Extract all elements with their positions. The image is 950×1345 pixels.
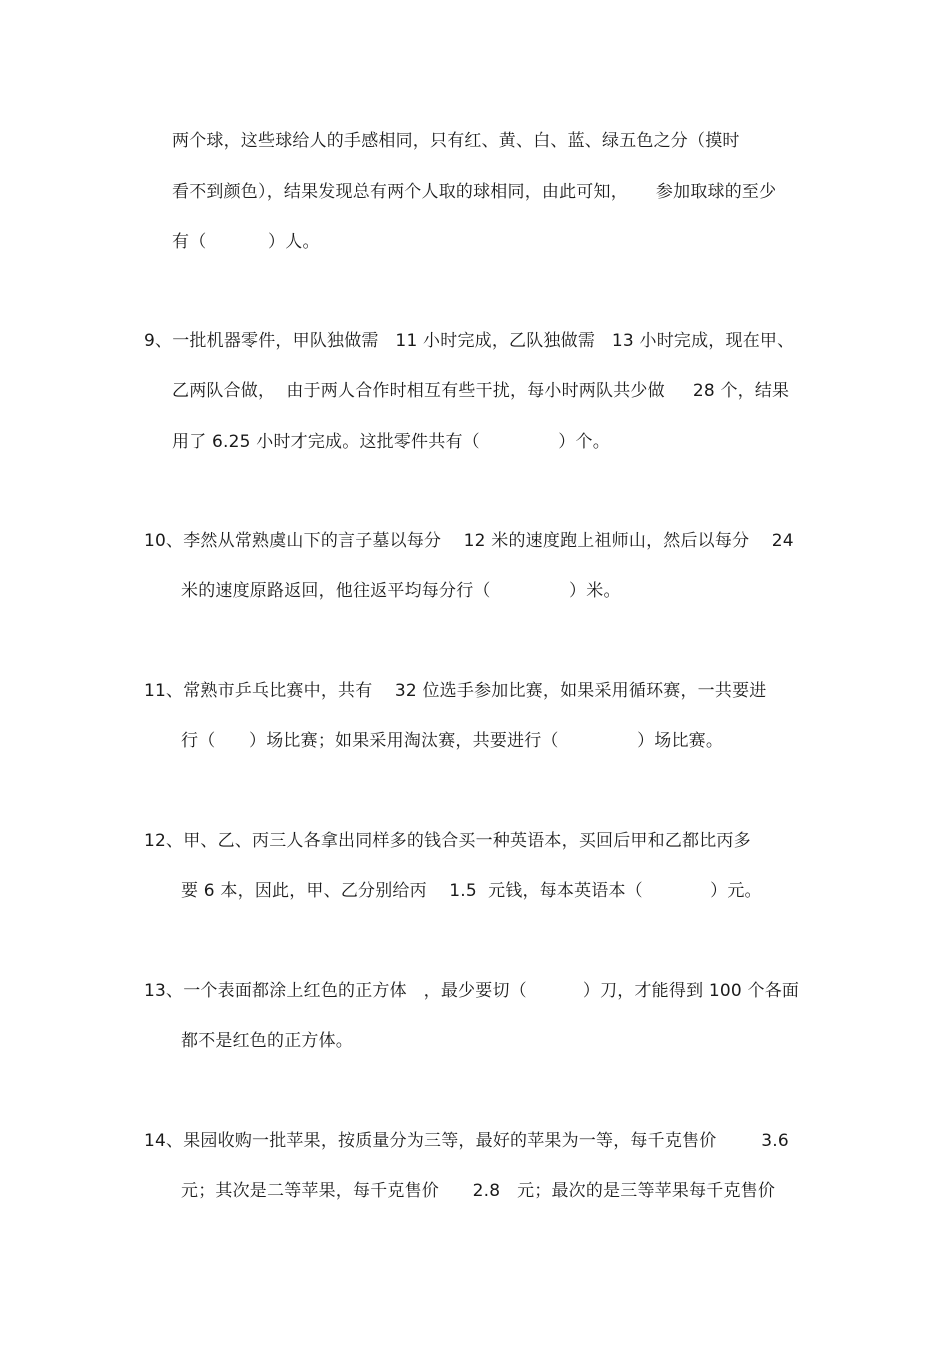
q9-line-2: 乙两队合做， 由于两人合作时相互有些干扰，每小时两队共少做 28 个，结果 — [172, 381, 790, 401]
q10-line-2: 米的速度原路返回，他往返平均每分行（ ）米。 — [181, 581, 621, 601]
q9-line-1: 9、一批机器零件，甲队独做需 11 小时完成，乙队独做需 13 小时完成，现在甲、 — [144, 331, 795, 351]
q13-line-2: 都不是红色的正方体。 — [181, 1031, 353, 1051]
q14-line-2: 元；其次是二等苹果，每千克售价 2.8 元；最次的是三等苹果每千克售价 — [181, 1181, 776, 1201]
q8-line-1: 两个球，这些球给人的手感相同，只有红、黄、白、蓝、绿五色之分（摸时 — [172, 131, 740, 151]
q13-line-1: 13、一个表面都涂上红色的正方体 ，最少要切（ ）刀，才能得到 100 个各面 — [144, 981, 800, 1001]
q12-line-1: 12、甲、乙、丙三人各拿出同样多的钱合买一种英语本，买回后甲和乙都比丙多 — [144, 831, 751, 851]
q14-line-1: 14、果园收购一批苹果，按质量分为三等，最好的苹果为一等，每千克售价 3.6 — [144, 1131, 789, 1151]
q10-line-1: 10、李然从常熟虞山下的言子墓以每分 12 米的速度跑上祖师山，然后以每分 24 — [144, 531, 794, 551]
q8-line-2: 看不到颜色），结果发现总有两个人取的球相同，由此可知， 参加取球的至少 — [172, 182, 777, 202]
q11-line-1: 11、常熟市乒乓比赛中，共有 32 位选手参加比赛，如果采用循环赛，一共要进 — [144, 681, 767, 701]
q12-line-2: 要 6 本，因此，甲、乙分别给丙 1.5 元钱，每本英语本（ ）元。 — [181, 881, 762, 901]
q11-line-2: 行（ ）场比赛；如果采用淘汰赛，共要进行（ ）场比赛。 — [181, 731, 724, 751]
q8-line-3: 有（ ）人。 — [172, 232, 320, 252]
q9-line-3: 用了 6.25 小时才完成。这批零件共有（ ）个。 — [172, 432, 610, 452]
